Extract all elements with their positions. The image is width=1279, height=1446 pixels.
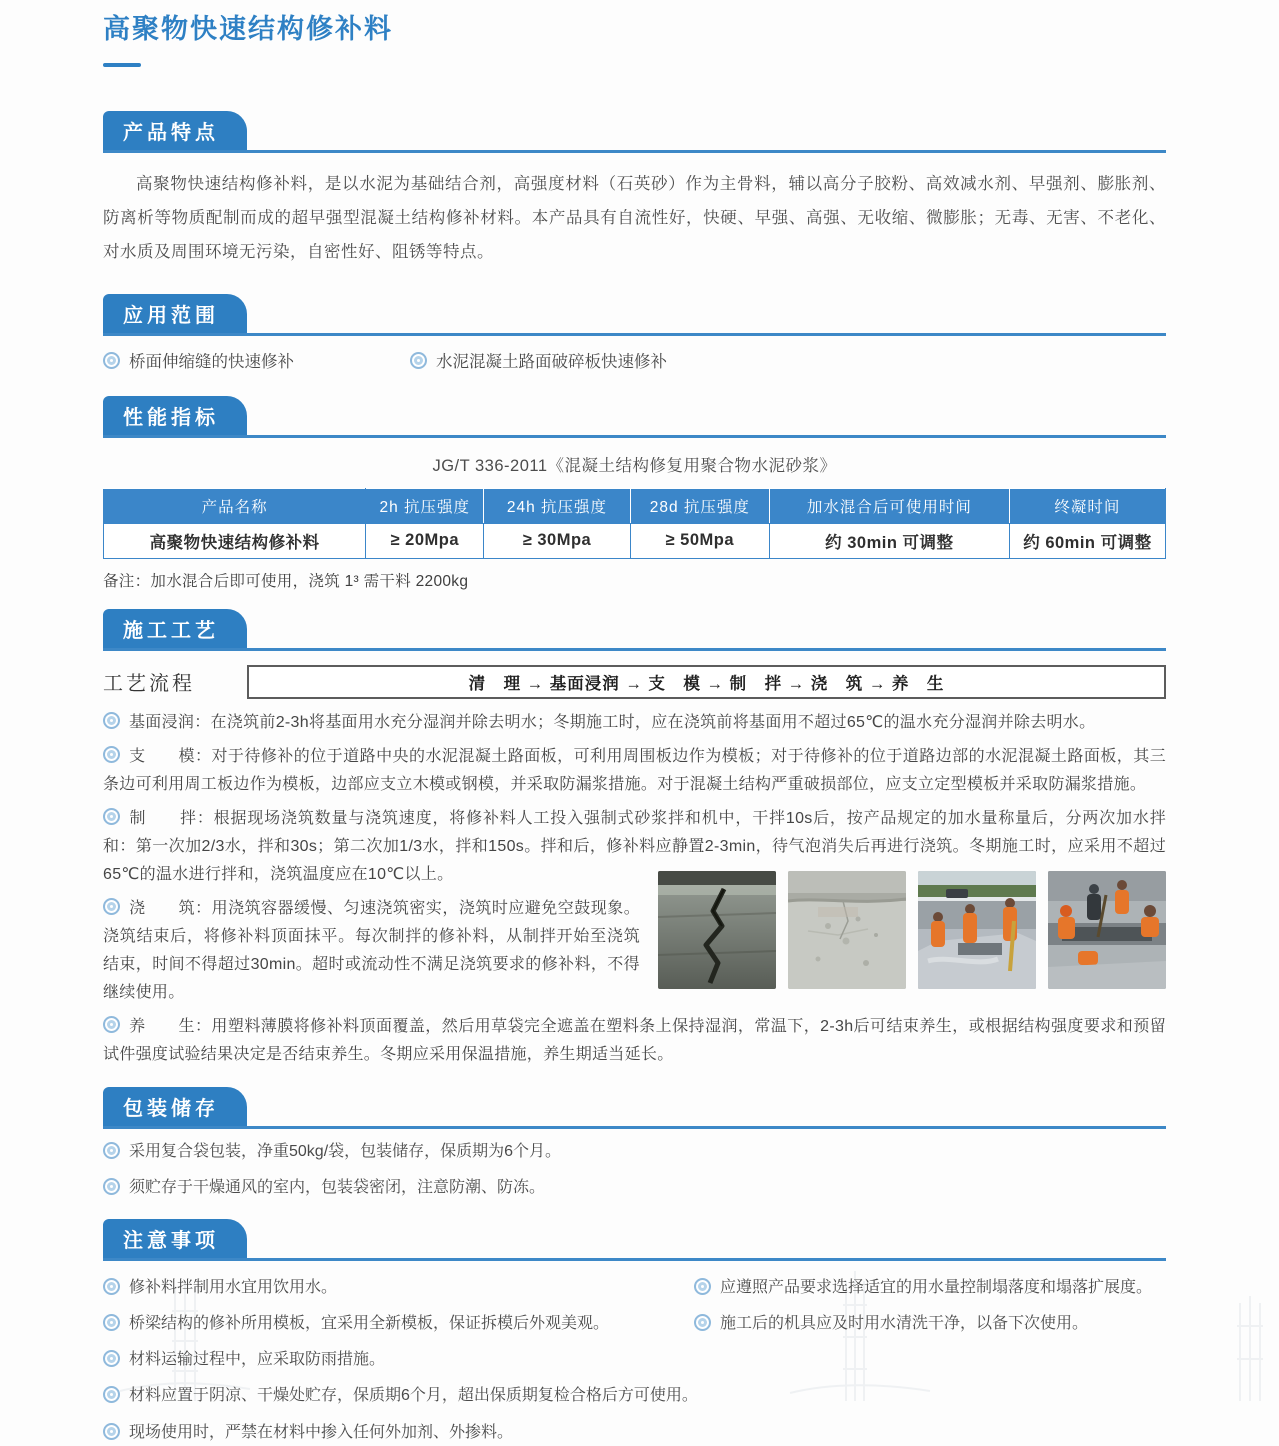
ring-bullet-icon [103,746,120,763]
table-header-cell: 2h 抗压强度 [366,488,484,523]
process-step-text: 制 拌：根据现场浇筑数量与浇筑速度，将修补料人工投入强制式砂浆拌和机中，干拌10s后，按产品规定的加水量称量后，分两次加水拌和：第一次加2/3水，拌和30s；第二次加1/3水，拌和150s。拌和后，修补料应静置2-3min，待气泡消失后再进行浇筑。冬期施工时，应采用不超过65℃的温水进行拌和，浇筑温度应在10℃以上。 [103,809,1166,883]
table-header-cell: 加水混合后可使用时间 [769,488,1009,523]
table-cell: 高聚物快速结构修补料 [104,523,366,558]
table-row [104,523,1166,558]
note-item-label: 施工后的机具应及时用水清洗干净，以备下次使用。 [720,1315,1089,1333]
process-step [103,743,1166,799]
note-item [103,1382,1166,1409]
ring-bullet-icon [103,808,120,825]
ring-bullet-icon [410,352,427,369]
packaging-item-label: 采用复合袋包装，净重50kg/袋，包装储存，保质期为6个月。 [129,1142,562,1160]
ring-bullet-icon [103,1278,120,1295]
table-cell: ≥ 50Mpa [630,523,769,558]
table-header-row [104,488,1166,523]
ring-bullet-icon [103,712,120,729]
features-paragraph: 高聚物快速结构修补料，是以水泥为基础结合剂，高强度材料（石英砂）作为主骨料，辅以高分子胶粉、高效减水剂、早强剂、膨胀剂、防离析等物质配制而成的超早强型混凝土结构修补材料。本产品具有自流性好，快硬、早强、高强、无收缩、微膨胀；无毒、无害、不老化、对水质及周围环境无污染，自密性好、阻锈等特点。 [103,175,1166,262]
pour-step-with-photos [103,895,1166,1013]
note-item [694,1274,1166,1301]
process-section-header [103,609,1166,651]
process-step-text: 基面浸润：在浇筑前2-3h将基面用水充分湿润并除去明水；冬期施工时，应在浇筑前将基面用不超过65℃的温水充分湿润并除去明水。 [129,713,1096,731]
process-step [103,709,1166,737]
table-cell: ≥ 20Mpa [366,523,484,558]
ring-bullet-icon [694,1314,711,1331]
ring-bullet-icon [103,1350,120,1367]
note-item-label: 材料运输过程中，应采取防雨措施。 [129,1351,386,1369]
ring-bullet-icon [103,898,120,915]
note-item [103,1310,678,1337]
process-header-tab: 施工工艺 [103,609,247,648]
performance-section-header [103,396,1166,438]
packaging-item [103,1138,1166,1165]
application-items [103,348,1166,372]
table-cell: 约 60min 可调整 [1009,523,1165,558]
process-steps [103,709,1166,1069]
application-item-label: 水泥混凝土路面破碎板快速修补 [436,352,667,371]
table-header-cell: 28d 抗压强度 [630,488,769,523]
note-item-label: 修补料拌制用水宜用饮用水。 [129,1278,338,1296]
note-item [103,1346,678,1373]
worn-concrete-surface-photo [788,871,906,989]
road-repair-crew-photo [918,871,1036,989]
features-header-tab: 产品特点 [103,111,247,150]
note-item [103,1419,1166,1446]
process-step-text: 浇 筑：用浇筑容器缓慢、匀速浇筑密实，浇筑时应避免空鼓现象。浇筑结束后，将修补料顶面抹平。每次制拌的修补料，从制拌开始至浇筑结束，时间不得超过30min。超时或流动性不满足浇筑要求的修补料，不得继续使用。 [103,899,640,1001]
ring-bullet-icon [103,1142,120,1159]
application-section-header [103,294,1166,336]
process-flow-row [103,665,1166,699]
note-item [694,1310,1166,1337]
ring-bullet-icon [103,1314,120,1331]
features-section-header [103,111,1166,153]
note-item-label: 桥梁结构的修补所用模板，宜采用全新模板，保证拆模后外观美观。 [129,1315,610,1333]
standard-reference: JG/T 336-2011《混凝土结构修复用聚合物水泥砂浆》 [432,456,837,475]
notes-section-header [103,1219,1166,1261]
flow-sequence-box: 清 理 → 基面浸润 → 支 模 → 制 拌 → 浇 筑 → 养 生 [247,665,1166,699]
table-cell: 约 30min 可调整 [769,523,1009,558]
ring-bullet-icon [103,1423,120,1440]
application-item-label: 桥面伸缩缝的快速修补 [129,352,294,371]
packaging-item-label: 须贮存于干燥通风的室内，包装袋密闭，注意防潮、防冻。 [129,1178,546,1196]
page-title: 高聚物快速结构修补料 [103,14,393,44]
site-photos-strip [658,871,1166,989]
note-item-label: 材料应置于阴凉、干燥处贮存，保质期6个月，超出保质期复检合格后方可使用。 [129,1387,698,1405]
ring-bullet-icon [103,1178,120,1195]
packaging-section-header [103,1087,1166,1129]
performance-table [103,488,1166,559]
packaging-item [103,1174,1166,1201]
workers-pouring-repair-photo [1048,871,1166,989]
table-header-cell: 终凝时间 [1009,488,1165,523]
packaging-items [103,1138,1166,1201]
table-header-cell: 产品名称 [104,488,366,523]
process-step-text: 养 生：用塑料薄膜将修补料顶面覆盖，然后用草袋完全遮盖在塑料条上保持湿润，常温下，2-3h后可结束养生，或根据结构强度要求和预留试件强度试验结果决定是否结束养生。冬期应采用保温措施，养生期适当延长。 [103,1017,1166,1063]
ring-bullet-icon [103,352,120,369]
performance-header-tab: 性能指标 [103,396,247,435]
cracked-pavement-photo [658,871,776,989]
packaging-header-tab: 包装储存 [103,1087,247,1126]
notes-header-tab: 注意事项 [103,1219,247,1258]
ring-bullet-icon [103,1016,120,1033]
ring-bullet-icon [694,1278,711,1295]
application-item [103,348,410,372]
table-cell: ≥ 30Mpa [484,523,631,558]
process-step-text: 支 模：对于待修补的位于道路中央的水泥混凝土路面板，可利用周围板边作为模板；对于待修补的位于道路边部的水泥混凝土路面板，其三条边可利用周工板边作为模板，边部应支立木模或钢模，并采取防漏浆措施。对于混凝土结构严重破损部位，应支立定型模板并采取防漏浆措施。 [103,747,1166,793]
table-remark: 备注：加水混合后即可使用，浇筑 1³ 需干料 2200kg [103,572,469,590]
note-item-label: 应遵照产品要求选择适宜的用水量控制塌落度和塌落扩展度。 [720,1278,1153,1296]
application-header-tab: 应用范围 [103,294,247,333]
title-underline [103,63,141,67]
process-step [103,895,640,1007]
application-item [410,348,667,372]
process-step [103,1013,1166,1069]
notes-items [103,1267,1166,1446]
note-item-label: 现场使用时，严禁在材料中掺入任何外加剂、外掺料。 [129,1423,514,1441]
flow-label: 工艺流程 [103,673,195,696]
table-header-cell: 24h 抗压强度 [484,488,631,523]
note-item [103,1274,678,1301]
